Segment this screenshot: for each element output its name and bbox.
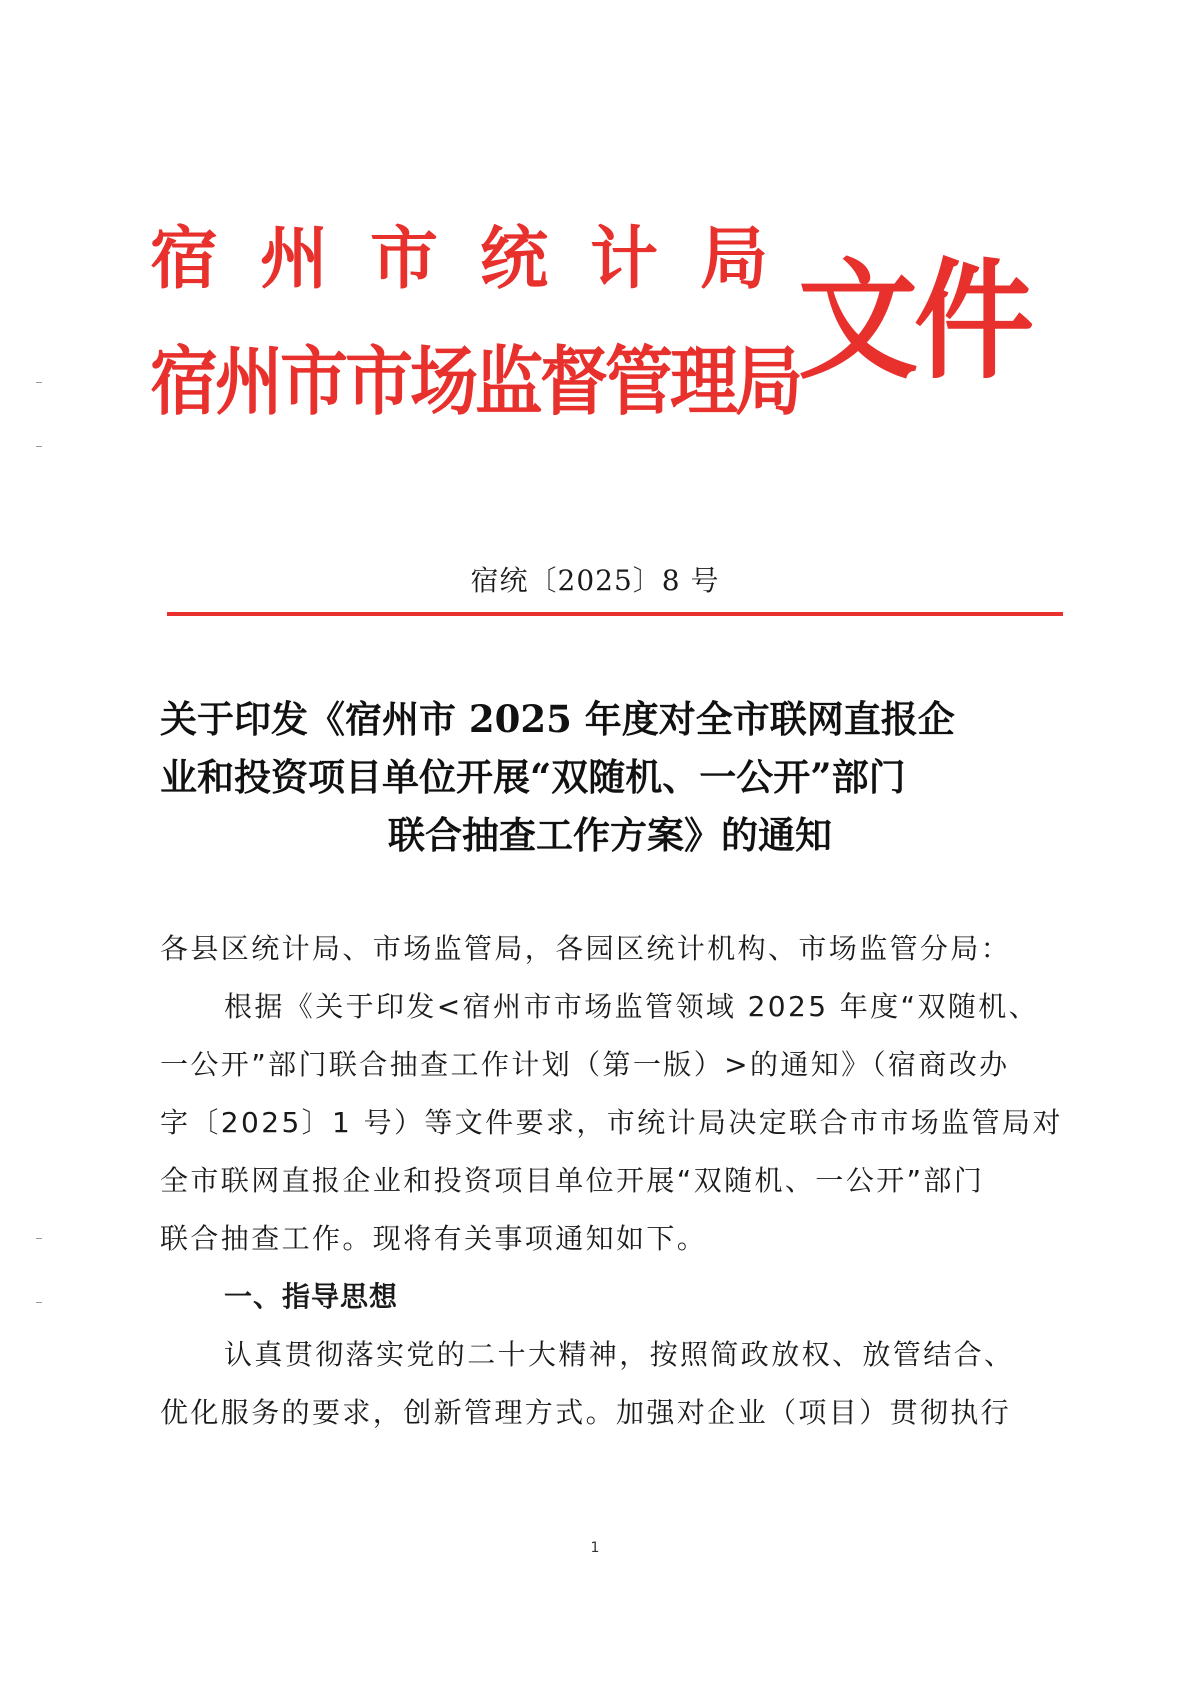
salutation: 各县区统计局、市场监管局，各园区统计机构、市场监管分局： (160, 932, 1012, 965)
issuing-agency-market-supervision: 宿州市市场监督管理局 (150, 339, 801, 427)
scan-mark (36, 446, 42, 447)
paragraph-line: 根据《关于印发<宿州市市场监管领域 2025 年度“双随机、 (224, 990, 1040, 1023)
document-type-label: 文件 (798, 247, 1030, 398)
paragraph-line: 优化服务的要求，创新管理方式。加强对企业（项目）贯彻执行 (160, 1396, 1012, 1429)
title-line: 关于印发《宿州市 2025 年度对全市联网直报企 (160, 697, 955, 741)
scan-mark (36, 1302, 42, 1303)
paragraph-line: 全市联网直报企业和投资项目单位开展“双随机、一公开”部门 (160, 1164, 985, 1197)
title-line: 联合抽查工作方案》的通知 (388, 813, 832, 857)
scan-mark (36, 382, 42, 383)
document-title (160, 690, 1060, 864)
page-number: 1 (590, 1540, 600, 1556)
red-separator-line (167, 612, 1063, 616)
section-heading: 一、指导思想 (224, 1280, 399, 1313)
red-masthead (150, 218, 1030, 438)
paragraph-line: 一公开”部门联合抽查工作计划（第一版）>的通知》（宿商改办 (160, 1048, 1010, 1081)
paragraph-line: 字〔2025〕1 号）等文件要求，市统计局决定联合市市场监管局对 (160, 1106, 1063, 1139)
document-number: 宿统〔2025〕8 号 (470, 564, 720, 597)
scan-mark (36, 1238, 42, 1239)
document-body (160, 920, 1065, 1442)
paragraph-line: 联合抽查工作。现将有关事项通知如下。 (160, 1222, 708, 1255)
issuing-agency-statistics: 宿州市统计局 (150, 220, 811, 299)
title-line: 业和投资项目单位开展“双随机、一公开”部门 (160, 755, 906, 799)
paragraph-line: 认真贯彻落实党的二十大精神，按照简政放权、放管结合、 (224, 1338, 1015, 1371)
